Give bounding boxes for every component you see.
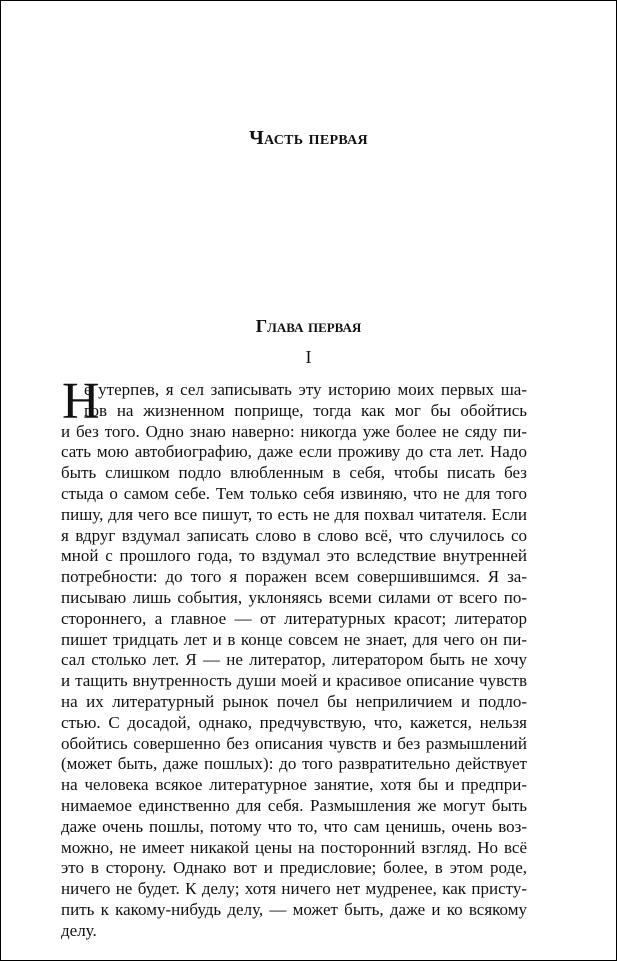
text-line: (может быть, даже пошлых): до того развратительно действует — [61, 754, 527, 774]
text-line: быть слишком подло влюбленным в себя, чтобы писать без — [61, 463, 527, 483]
text-line: на человека всякое литературное занятие, хотя бы и предпри- — [61, 775, 527, 795]
text-line: сать мою автобиографию, даже если проживу до ста лет. Надо — [61, 442, 527, 462]
text-line: потребности: до того я поражен всем совершившимся. Я за- — [61, 567, 527, 587]
text-line: стыда о самом себе. Тем только себя извиняю, что не для того — [61, 483, 527, 503]
text-line: мной с прошлого года, то вздумал это вследствие внутренней — [61, 546, 527, 566]
chapter-title: Глава первая — [255, 316, 362, 336]
text-line: это в сторону. Однако вот и предисловие; более, в этом роде, — [61, 858, 527, 878]
part-title: Часть первая — [249, 127, 368, 149]
text-line: пишет тридцать лет и в конце совсем не знает, для чего он пи- — [61, 629, 527, 649]
text-line: нимаемое единственно для себя. Размышления же могут быть — [61, 795, 527, 815]
text-line: е утерпев, я сел записывать эту историю моих первых ша- — [84, 380, 527, 399]
body-text — [61, 373, 527, 942]
text-line: можно, не имеет никакой цены на посторонний взгляд. Но всё — [61, 837, 527, 857]
text-line: и тащить внутренность души моей и красивое описание чувств — [61, 671, 527, 691]
section-numeral: I — [305, 347, 312, 367]
text-line: пить к какому-нибудь делу, — может быть, даже и ко всякому — [61, 899, 527, 919]
text-line: обойтись совершенно без описания чувств и без размышлений — [61, 733, 527, 753]
text-line: даже очень пошлы, потому что то, что сам ценишь, очень воз- — [61, 816, 527, 836]
text-line: пишу, для чего все пишут, то есть не для похвал читателя. Если — [61, 504, 527, 524]
text-line: на их литературный рынок почел бы неприличием и подло- — [61, 691, 527, 711]
text-line: стью. С досадой, однако, предчувствую, что, кажется, нельзя — [61, 712, 527, 732]
drop-cap: Н — [62, 373, 100, 430]
text-line: я вдруг вздумал записать слово в слово всё, что случилось со — [61, 525, 527, 545]
text-line: писываю лишь события, уклоняясь всеми силами от всего по- — [61, 587, 527, 607]
text-line: стороннего, а главное — от литературных красот; литератор — [61, 608, 527, 628]
text-line: сал столько лет. Я — не литератор, литератором быть не хочу — [61, 650, 527, 670]
text-line: гов на жизненном поприще, тогда как мог бы обойтись — [84, 400, 527, 420]
text-line: ничего не будет. К делу; хотя ничего нет мудренее, как присту- — [61, 879, 527, 899]
text-line: и без того. Одно знаю наверно: никогда уже более не сяду пи- — [61, 421, 527, 441]
text-line: делу. — [61, 920, 97, 940]
